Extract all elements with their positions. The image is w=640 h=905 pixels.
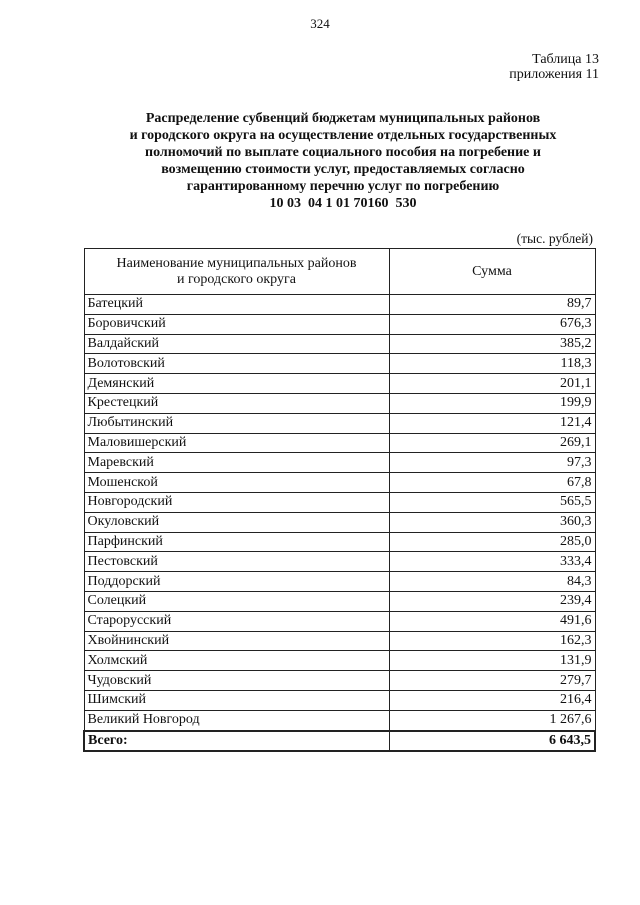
district-sum: 385,2 <box>389 334 595 354</box>
table-row <box>84 295 595 315</box>
district-name: Окуловский <box>84 512 389 532</box>
title-line4: возмещению стоимости услуг, предоставляемых согласно <box>161 162 525 177</box>
district-name: Мошенской <box>84 473 389 493</box>
district-name: Демянский <box>84 374 389 394</box>
district-name: Валдайский <box>84 334 389 354</box>
district-name: Солецкий <box>84 591 389 611</box>
table-reference <box>509 52 599 82</box>
district-name: Маревский <box>84 453 389 473</box>
district-sum: 84,3 <box>389 572 595 592</box>
district-name: Великий Новгород <box>84 710 389 730</box>
table-row <box>84 671 595 691</box>
table-header-row <box>84 249 595 295</box>
district-sum: 162,3 <box>389 631 595 651</box>
table-reference-line1: Таблица 13 <box>532 52 599 67</box>
table-row <box>84 393 595 413</box>
table-row <box>84 413 595 433</box>
district-name: Пестовский <box>84 552 389 572</box>
table-row <box>84 473 595 493</box>
document-title <box>60 110 626 212</box>
district-name: Старорусский <box>84 611 389 631</box>
district-sum: 199,9 <box>389 393 595 413</box>
district-name: Крестецкий <box>84 393 389 413</box>
table-row <box>84 690 595 710</box>
district-name: Чудовский <box>84 671 389 691</box>
district-sum: 360,3 <box>389 512 595 532</box>
title-line5: гарантированному перечню услуг по погребению <box>186 179 500 194</box>
district-name: Маловишерский <box>84 433 389 453</box>
district-sum: 67,8 <box>389 473 595 493</box>
table-row <box>84 492 595 512</box>
district-sum: 131,9 <box>389 651 595 671</box>
table-row <box>84 710 595 730</box>
district-name: Холмский <box>84 651 389 671</box>
header-name <box>84 249 389 295</box>
district-sum: 216,4 <box>389 690 595 710</box>
district-sum: 676,3 <box>389 314 595 334</box>
district-sum: 491,6 <box>389 611 595 631</box>
table-row <box>84 552 595 572</box>
table-row <box>84 453 595 473</box>
district-sum: 201,1 <box>389 374 595 394</box>
page-number: 324 <box>310 16 330 31</box>
district-sum: 1 267,6 <box>389 710 595 730</box>
table-row <box>84 651 595 671</box>
district-sum: 239,4 <box>389 591 595 611</box>
table-row <box>84 314 595 334</box>
district-sum: 269,1 <box>389 433 595 453</box>
table-row <box>84 572 595 592</box>
district-sum: 89,7 <box>389 295 595 315</box>
total-label: Всего: <box>84 731 389 752</box>
title-line2: и городского округа на осуществление отдельных государственных <box>129 128 557 143</box>
district-name: Хвойнинский <box>84 631 389 651</box>
district-name: Боровичский <box>84 314 389 334</box>
header-sum: Сумма <box>389 249 595 295</box>
title-line1: Распределение субвенций бюджетам муниципальных районов <box>145 111 541 126</box>
district-name: Волотовский <box>84 354 389 374</box>
budget-code: 10 03 04 1 01 70160 530 <box>269 196 417 211</box>
table-row <box>84 512 595 532</box>
header-name-line1: Наименование муниципальных районов <box>116 255 357 271</box>
table-row <box>84 532 595 552</box>
table-row <box>84 334 595 354</box>
district-sum: 333,4 <box>389 552 595 572</box>
subventions-table <box>83 248 596 752</box>
units-label: (тыс. рублей) <box>516 231 593 246</box>
table-row <box>84 433 595 453</box>
district-name: Любытинский <box>84 413 389 433</box>
header-name-line2: и городского округа <box>177 271 296 287</box>
title-line3: полномочий по выплате социального пособия на погребение и <box>145 145 541 160</box>
district-name: Новгородский <box>84 492 389 512</box>
district-sum: 97,3 <box>389 453 595 473</box>
table-row <box>84 374 595 394</box>
table-row <box>84 611 595 631</box>
district-name: Поддорский <box>84 572 389 592</box>
district-sum: 121,4 <box>389 413 595 433</box>
district-sum: 565,5 <box>389 492 595 512</box>
district-name: Шимский <box>84 690 389 710</box>
table-row <box>84 631 595 651</box>
district-sum: 118,3 <box>389 354 595 374</box>
district-sum: 279,7 <box>389 671 595 691</box>
district-name: Парфинский <box>84 532 389 552</box>
table-body <box>84 295 595 752</box>
total-value: 6 643,5 <box>389 731 595 752</box>
table-reference-line2: приложения 11 <box>509 67 599 82</box>
district-name: Батецкий <box>84 295 389 315</box>
total-row <box>84 731 595 752</box>
district-sum: 285,0 <box>389 532 595 552</box>
table-row <box>84 591 595 611</box>
table-row <box>84 354 595 374</box>
